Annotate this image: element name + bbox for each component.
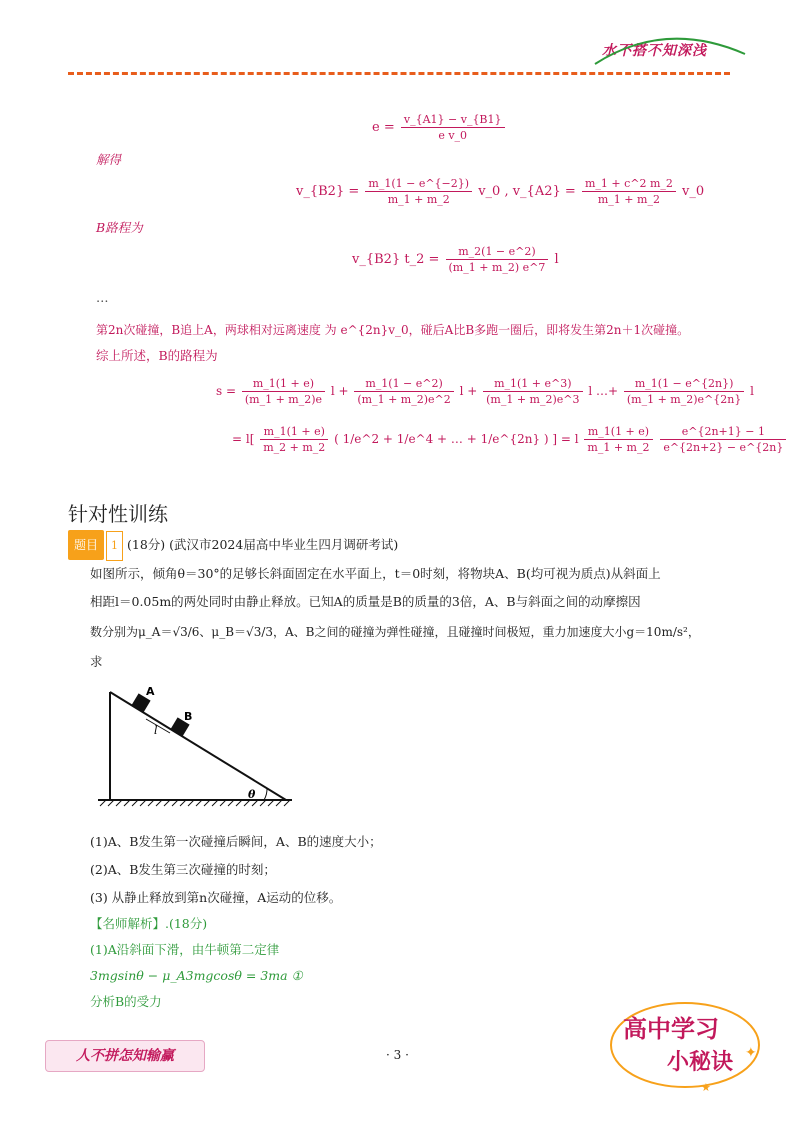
problem-line-3: 数分别为μ_A＝√3/6、μ_B＝√3/3，A、B之间的碰撞为弹性碰撞，且碰撞时间极短，重力加速度大小g＝10m/s²， bbox=[90, 625, 700, 639]
label-b-path: B路程为 bbox=[96, 220, 143, 235]
problem-header bbox=[68, 530, 398, 561]
analysis-title: 【名师解析】.(18分) bbox=[90, 916, 208, 931]
label-summary: 综上所述，B的路程为 bbox=[96, 348, 218, 363]
header-swoosh-decoration bbox=[585, 24, 755, 74]
sparkle-icon: ✦ bbox=[745, 1045, 757, 1061]
equation-total-distance: s = $\frac{m\_1(1 + e)}{(m\_1 + m\_2)e}$ l + $\frac{m\_1(1 - e\^{}2)}{(m\_1 + m\_2)e\^{}2}$ l + $\frac{m\_1(1 + e\^{}3)}{(m\_1 + m\_2)e\^{}3}$ l …+ $\frac{m\_1(1 - e\^{}\{2n\})}{(m\_1 + m\_2)e\^{}\{2n\}}$ l bbox=[216, 377, 754, 406]
problem-line-2: 相距l＝0.05m的两处同时由静止释放。已知A的质量是B的质量的3倍，A、B与斜面之间的动摩擦因 bbox=[90, 594, 641, 609]
analysis-equation-1: 3mgsinθ − μ_A3mgcosθ = 3ma ① bbox=[90, 968, 303, 983]
problem-line-1: 如图所示，倾角θ＝30°的足够长斜面固定在水平面上，t＝0时刻，将物块A、B(均可视为质点)从斜面上 bbox=[90, 566, 661, 581]
stamp-line-1: 高中学习 bbox=[623, 1015, 719, 1043]
problem-badge: 题目 bbox=[68, 530, 104, 560]
equation-restitution: e = $\frac{v\_\{A1\} - v\_\{B1\}}{\text{e v\_0}}$ bbox=[372, 112, 507, 143]
label-theta: θ bbox=[248, 788, 256, 801]
label-l: l bbox=[154, 724, 158, 737]
study-tips-stamp bbox=[605, 995, 765, 1095]
equation-velocities: v_{B2} = $\frac{m\_1(1 - e\^{}\{-2\})}{m\_1 + m\_2}$ v_0 , v_{A2} = $\frac{m\_1 + c\^{}2 m\_2}{m\_1 + m\_2}$ v_0 bbox=[296, 177, 705, 206]
line-2n-collision: 第2n次碰撞，B追上A，两球相对远离速度 为 e^{2n}v_0，碰后A比B多跑一圈后，即将发生第2n＋1次碰撞。 bbox=[96, 323, 690, 337]
problem-number: 1 bbox=[106, 531, 123, 561]
incline-figure bbox=[96, 682, 306, 812]
ellipsis: … bbox=[96, 290, 109, 305]
analysis-step-2: 分析B的受力 bbox=[90, 994, 162, 1009]
question-3: (3) 从静止释放到第n次碰撞，A运动的位移。 bbox=[90, 890, 342, 905]
analysis-step-1: (1)A沿斜面下滑，由牛顿第二定律 bbox=[90, 942, 280, 957]
equation-b-distance: v_{B2} t_2 = $\frac{m\_2(1 - e\^{}2)}{(m\_1 + m\_2) e\^{}7}$ l bbox=[352, 245, 559, 274]
page-number: · 3 · bbox=[386, 1048, 409, 1062]
equation-series-sum: = l[ $\frac{m\_1(1 + e)}{m\_2 + m\_2}$ ( 1/e^2 + 1/e^4 + … + 1/e^{2n} ) ] = l $\frac{m\_1(1 + e)}{m\_1 + m\_2}$ $\frac{e\^{}\{2n+1\} - 1}{e\^{}\{2n+2\} - e\^{}\{2n\}}$ bbox=[232, 424, 788, 455]
label-b: B bbox=[184, 710, 193, 723]
question-1: (1)A、B发生第一次碰撞后瞬间，A、B的速度大小； bbox=[90, 834, 382, 849]
header-motto: 水不搭不知深浅 bbox=[602, 43, 707, 59]
angle-arc bbox=[264, 788, 267, 800]
star-icon: ★ bbox=[701, 1081, 711, 1094]
problem-line-4: 求 bbox=[90, 654, 103, 669]
label-a: A bbox=[146, 685, 155, 698]
problem-source: (18分) (武汉市2024届高中毕业生四月调研考试) bbox=[127, 537, 399, 552]
question-2: (2)A、B发生第三次碰撞的时刻； bbox=[90, 862, 276, 877]
footer-motto: 人不拼怎知输赢 bbox=[45, 1040, 205, 1072]
label-jiede: 解得 bbox=[96, 152, 122, 167]
header-divider bbox=[68, 72, 730, 75]
stamp-line-2: 小秘诀 bbox=[667, 1050, 734, 1075]
section-title: 针对性训练 bbox=[68, 502, 168, 526]
